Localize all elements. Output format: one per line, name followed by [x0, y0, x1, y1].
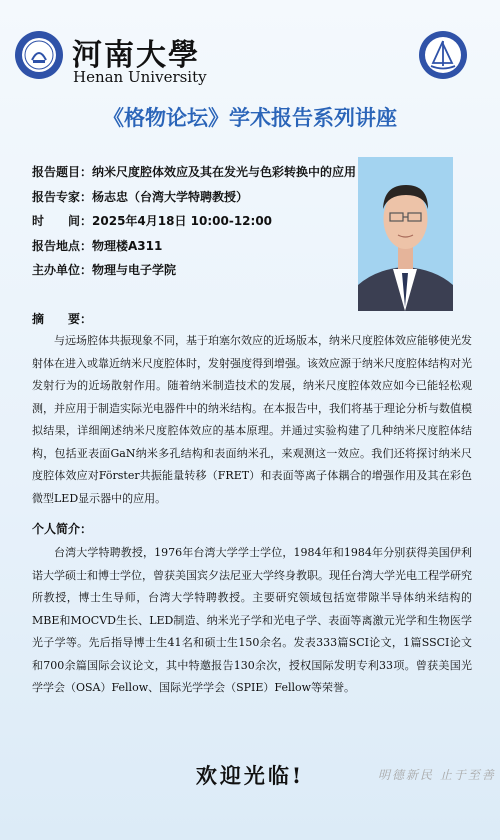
time-value: 2025年4月18日 10:00-12:00 [92, 214, 273, 228]
page-title: 《格物论坛》学术报告系列讲座 [103, 106, 397, 130]
speaker-label: 报告专家： [32, 189, 93, 204]
time-row [32, 209, 357, 234]
place-value: 物理楼A311 [92, 238, 163, 253]
speaker-photo [358, 157, 453, 311]
place-label: 报告地点： [32, 238, 93, 253]
bio-label: 个人简介： [32, 522, 93, 536]
topic-row [32, 160, 357, 185]
bio-paragraph: 台湾大学特聘教授，1976年台湾大学学士学位，1984年和1984年分别获得美国伊利诺大学硕士和博士学位，曾获美国宾夕法尼亚大学终身教职。现任台湾大学光电工程学研究所教授，博士生导师，台湾大学特聘教授。主要研究领域包括宽带隙半导体纳米结构的MBE和MOCVD生长、LED制造、纳米光子学和光电子学、表面等离激元光学和生物医学光子学等。先后指导博士生41名和硕士生150余名。发表333篇SCI论文，1篇SSCI论文和700余篇国际会议论文，其中特邀报告130余次，授权国际发明专利33项。曾获美国光学学会（OSA）Fellow、国际光学学会（SPIE）Fellow等荣誉。 [32, 546, 472, 694]
university-motto: 明德新民 止于至善 [378, 768, 496, 782]
header [0, 0, 500, 95]
bio-text [32, 542, 472, 700]
university-name-cn: 河南大學 [72, 38, 200, 73]
abstract-text [32, 330, 472, 510]
abstract-label: 摘 要： [32, 312, 93, 326]
abstract-paragraph: 与远场腔体共振现象不同，基于珀塞尔效应的近场版本，纳米尺度腔体效应能够使光发射体在进入或靠近纳米尺度腔体时，发射强度得到增强。该效应源于纳米尺度腔体结构对光发射行为的近场散射作用。随着纳米制造技术的发展，纳米尺度腔体效应如今已能轻松观测，并应用于制造实际光电器件中的纳米结构。在本报告中，我们将基于理论分析与数值模拟结果，详细阐述纳米尺度腔体效应的基本原理。并通过实验构建了几种纳米尺度腔体结构，包括亚表面GaN纳米多孔结构和表面纳米孔，来观测这一效应。我们还将探讨纳米尺度腔体效应对Förster共振能量转移（FRET）和表面等离子体耦合的增强作用及其在彩色微型LED显示器中的应用。 [32, 334, 472, 505]
welcome-text: 欢迎光临! [195, 763, 305, 788]
topic-label: 报告题目： [32, 165, 93, 179]
speaker-row [32, 185, 357, 210]
university-seal-icon [14, 30, 64, 80]
time-label: 时 间： [32, 214, 93, 228]
school-emblem-icon [418, 30, 468, 80]
host-value: 物理与电子学院 [92, 263, 177, 277]
talk-info [32, 160, 357, 283]
place-row [32, 234, 357, 259]
host-row [32, 258, 357, 283]
host-label: 主办单位： [32, 263, 93, 277]
topic-value: 纳米尺度腔体效应及其在发光与色彩转换中的应用 [92, 165, 357, 179]
university-name-en: Henan University [73, 68, 207, 86]
speaker-value: 杨志忠（台湾大学特聘教授） [92, 189, 249, 204]
